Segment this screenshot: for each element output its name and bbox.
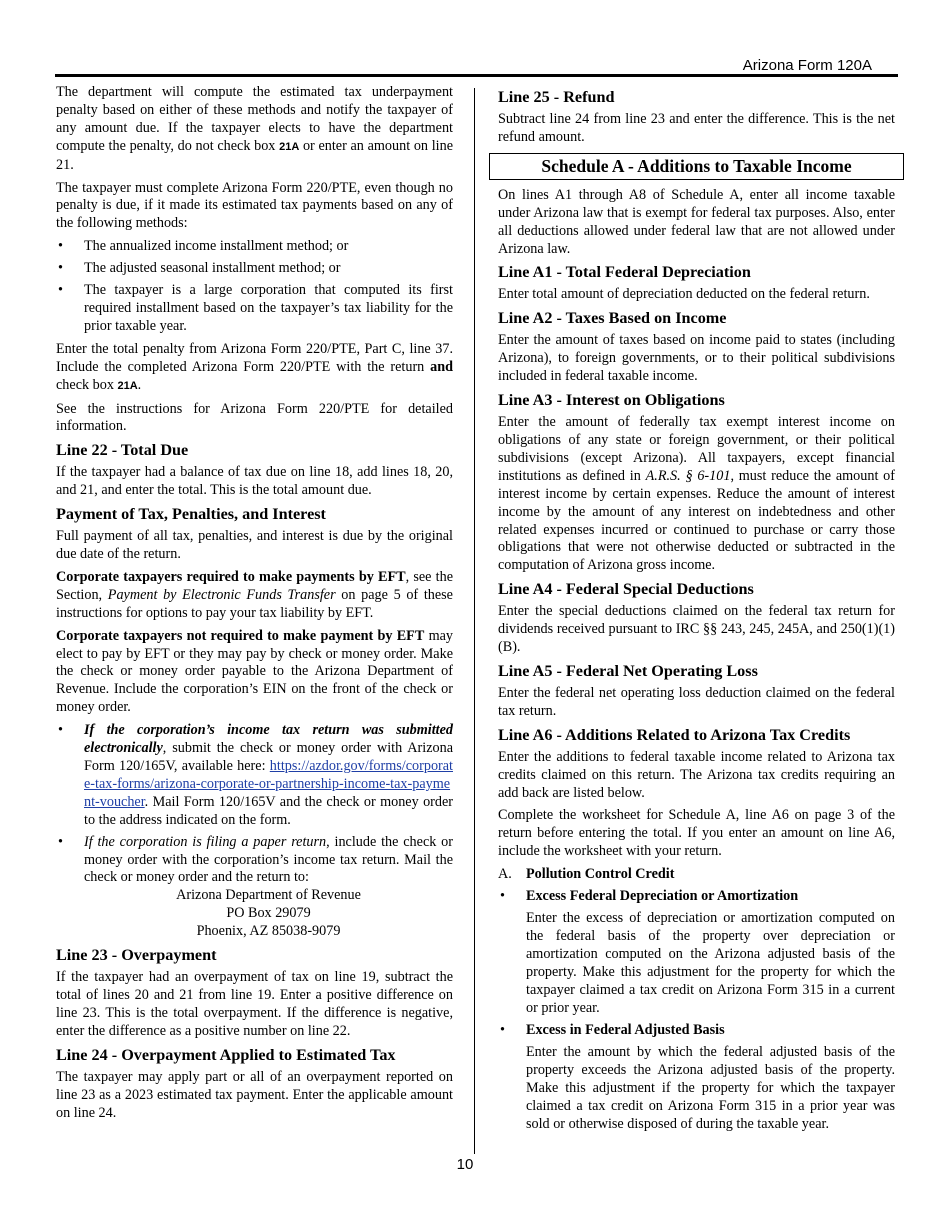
- line-a6-worksheet-text: Complete the worksheet for Schedule A, line A6 on page 3 of the return before entering the total. If you enter an amount on line A6, include the worksheet with your return.: [498, 807, 895, 860]
- line-a4-text: Enter the special deductions claimed on the federal tax return for dividends received pursuant to IRC §§ 243, 245, 245A, and 250(1)(1)(B).: [498, 603, 895, 656]
- column-divider: [474, 88, 475, 1154]
- pollution-credit-label: A. Pollution Control Credit: [498, 866, 675, 883]
- list-item: • The adjusted seasonal installment method; or: [56, 260, 453, 278]
- left-column: [56, 84, 453, 1127]
- line25-heading: Line 25 - Refund: [498, 88, 615, 106]
- payment-paragraph: Full payment of all tax, penalties, and interest is due by the original due date of the return.: [56, 528, 453, 563]
- schedule-a-heading: Schedule A - Additions to Taxable Income: [489, 153, 904, 180]
- total-penalty-paragraph: Enter the total penalty from Arizona Form 220/PTE, Part C, line 37. Include the completed Arizona Form 220/PTE with the return and check box 21A.: [56, 340, 453, 393]
- line-a2-heading: Line A2 - Taxes Based on Income: [498, 309, 727, 328]
- excess-basis-text: Enter the amount by which the federal adjusted basis of the property exceeds the Arizona adjusted basis of the property. Make this adjustment if the property for which the taxpayer claimed a tax credit on Arizona Form 315 in a prior year was sold or otherwise disposed of during the taxable year.: [526, 1044, 895, 1132]
- line-a4-heading: Line A4 - Federal Special Deductions: [498, 580, 754, 599]
- header-rule: [55, 74, 898, 77]
- line24-heading: Line 24 - Overpayment Applied to Estimated Tax: [56, 1045, 396, 1064]
- list-item: • If the corporation is filing a paper return, include the check or money order with the corporation’s income tax return. Mail the check or money order and the return to: Arizona Department of Revenue PO Box 29079 Phoenix, AZ 85038-9079: [56, 834, 453, 941]
- list-item: • The taxpayer is a large corporation that computed its first required installment based on the taxpayer’s tax liability for the prior taxable year.: [56, 282, 453, 336]
- penalty-compute-paragraph: The department will compute the estimated tax underpayment penalty based on either of these methods and notify the taxpayer of any amount due. If the taxpayer elects to have the department compute the penalty, do not check box 21A or enter an amount on line 21.: [56, 84, 453, 173]
- excess-depreciation-text: Enter the excess of depreciation or amortization computed on the federal basis of the property over depreciation or amortization computed on the Arizona adjusted basis of the property. Make this adjustment for the property for which the taxpayer claimed a tax credit on Arizona Form 315 in a current or prior year.: [526, 910, 895, 1016]
- voucher-link[interactable]: https://azdor.gov/forms/corporate-tax-forms/arizona-corporate-or-partnership-income-tax-payment-voucher: [84, 758, 453, 810]
- line-a3-text: Enter the amount of federally tax exempt interest income on obligations of any state or foreign government, or their political subdivisions (except Arizona). All taxpayers, except financial institutions as defined in A.R.S. § 6-101, must reduce the amount of interest income by certain expenses. Reduce the amount of interest income by the amount of any interest on indebtedness and other related expenses incurred or continued to purchase or carry those obligations that were not otherwise deducted or subtracted in the computation of Arizona gross income.: [498, 414, 895, 574]
- line-a3-heading: Line A3 - Interest on Obligations: [498, 391, 725, 410]
- line23-text: If the taxpayer had an overpayment of tax on line 19, subtract the total of lines 20 and 21 from line 19. Enter a positive difference on line 23. This is the total overpayment. If the difference is negative, enter the difference as a positive number on line 22.: [56, 969, 453, 1039]
- methods-list: [56, 238, 453, 336]
- payment-options-list: [56, 722, 453, 941]
- right-column: [498, 84, 895, 1139]
- eft-required-paragraph: Corporate taxpayers required to make payments by EFT, see the Section, Payment by Electronic Funds Transfer on page 5 of these instructions for options to pay your tax liability by EFT.: [56, 568, 453, 621]
- form-title: Arizona Form 120A: [742, 57, 872, 74]
- list-item: • The annualized income installment method; or: [56, 238, 453, 256]
- mailing-address: Arizona Department of Revenue PO Box 29079 Phoenix, AZ 85038-9079: [176, 887, 361, 940]
- line-a5-heading: Line A5 - Federal Net Operating Loss: [498, 661, 758, 680]
- box-ref: 21A: [117, 379, 138, 392]
- box-ref: 21A: [279, 140, 300, 153]
- page-number: 10: [456, 1156, 474, 1173]
- eft-not-required-paragraph: Corporate taxpayers not required to make payment by EFT may elect to pay by EFT or they may pay by check or money order. Make the check or money order payable to the Arizona Department of Revenue. Include the corporation’s EIN on the front of the check or money order.: [56, 627, 453, 716]
- line25-text: Subtract line 24 from line 23 and enter the difference. This is the net refund amount.: [498, 111, 895, 145]
- line23-heading: Line 23 - Overpayment: [56, 946, 217, 965]
- excess-depreciation-heading: • Excess Federal Depreciation or Amortization: [498, 888, 895, 906]
- line-a6-heading: Line A6 - Additions Related to Arizona Tax Credits: [498, 725, 851, 744]
- line-a5-text: Enter the federal net operating loss deduction claimed on the federal tax return.: [498, 684, 895, 719]
- payment-heading: Payment of Tax, Penalties, and Interest: [56, 505, 326, 524]
- list-item: • If the corporation’s income tax return was submitted electronically, submit the check or money order with Arizona Form 120/165V, available here: https://azdor.gov/forms/corporate-tax-forms/arizona-corporate-or-partnership-income-tax-payment-voucher. Mail Form 120/165V and the check or money order to the address indicated on the form.: [56, 722, 453, 829]
- schedule-a-text: On lines A1 through A8 of Schedule A, enter all income taxable under Arizona law that is exempt for federal tax purposes. Also, enter all deductions allowed under federal law that are not allowed under Arizona law.: [498, 186, 895, 257]
- line-a6-text: Enter the additions to federal taxable income related to Arizona tax credits claimed on this return. The Arizona tax credits requiring an add back are listed below.: [498, 748, 895, 801]
- line22-text: If the taxpayer had a balance of tax due on line 18, add lines 18, 20, and 21, and enter the total. This is the total amount due.: [56, 464, 453, 499]
- line-a1-text: Enter total amount of depreciation deducted on the federal return.: [498, 286, 870, 303]
- line22-heading: Line 22 - Total Due: [56, 441, 189, 460]
- excess-basis-heading: • Excess in Federal Adjusted Basis: [498, 1022, 895, 1040]
- line24-text: The taxpayer may apply part or all of an overpayment reported on line 23 as a 2023 estimated tax payment. Enter the applicable amount on line 24.: [56, 1068, 453, 1121]
- see-instructions-paragraph: See the instructions for Arizona Form 220/PTE for detailed information.: [56, 400, 453, 435]
- line-a2-text: Enter the amount of taxes based on income paid to states (including Arizona), to foreign governments, or to their political subdivisions included in federal taxable income.: [498, 332, 895, 385]
- line-a1-heading: Line A1 - Total Federal Depreciation: [498, 263, 751, 282]
- form220-paragraph: The taxpayer must complete Arizona Form 220/PTE, even though no penalty is due, if it made its estimated tax payments based on any of the following methods:: [56, 179, 453, 232]
